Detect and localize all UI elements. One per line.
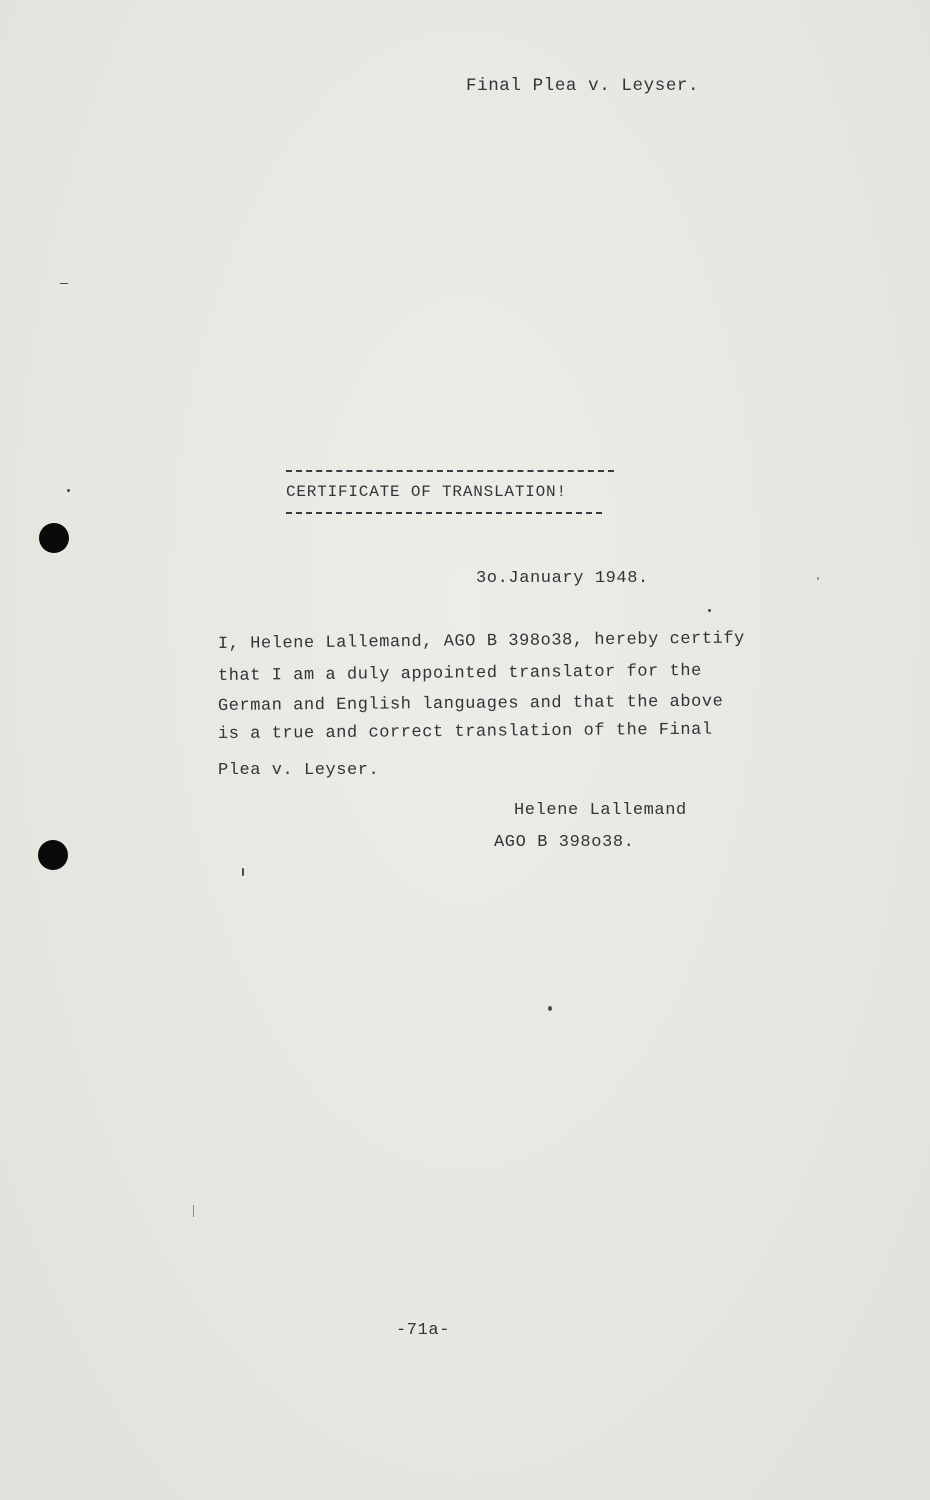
punch-hole bbox=[38, 840, 68, 870]
document-reference-header: Final Plea v. Leyser. bbox=[466, 76, 700, 96]
title-rule-top bbox=[286, 470, 614, 472]
certificate-body-line: that I am a duly appointed translator for the bbox=[217, 661, 702, 686]
certificate-body-line: Plea v. Leyser. bbox=[218, 761, 380, 780]
paper-speck bbox=[60, 283, 68, 284]
signature-ago-number: AGO B 398o38. bbox=[494, 833, 635, 852]
punch-hole bbox=[39, 523, 69, 553]
title-rule-bottom bbox=[286, 512, 602, 514]
paper-speck bbox=[193, 1205, 194, 1217]
certificate-body-line: I, Helene Lallemand, AGO B 398o38, hereby certify bbox=[217, 629, 745, 654]
paper-speck bbox=[708, 609, 711, 612]
page-number: -71a- bbox=[396, 1321, 451, 1340]
certificate-date: 3o.January 1948. bbox=[476, 569, 649, 588]
certificate-body-line: is a true and correct translation of the Final bbox=[217, 720, 713, 744]
certificate-body-line: German and English languages and that the above bbox=[217, 692, 724, 716]
signature-name: Helene Lallemand bbox=[514, 801, 687, 820]
certificate-title: CERTIFICATE OF TRANSLATION! bbox=[286, 483, 567, 501]
paper-speck bbox=[242, 868, 244, 876]
paper-speck bbox=[67, 489, 70, 492]
paper-speck bbox=[817, 577, 819, 580]
paper-speck bbox=[548, 1006, 552, 1011]
